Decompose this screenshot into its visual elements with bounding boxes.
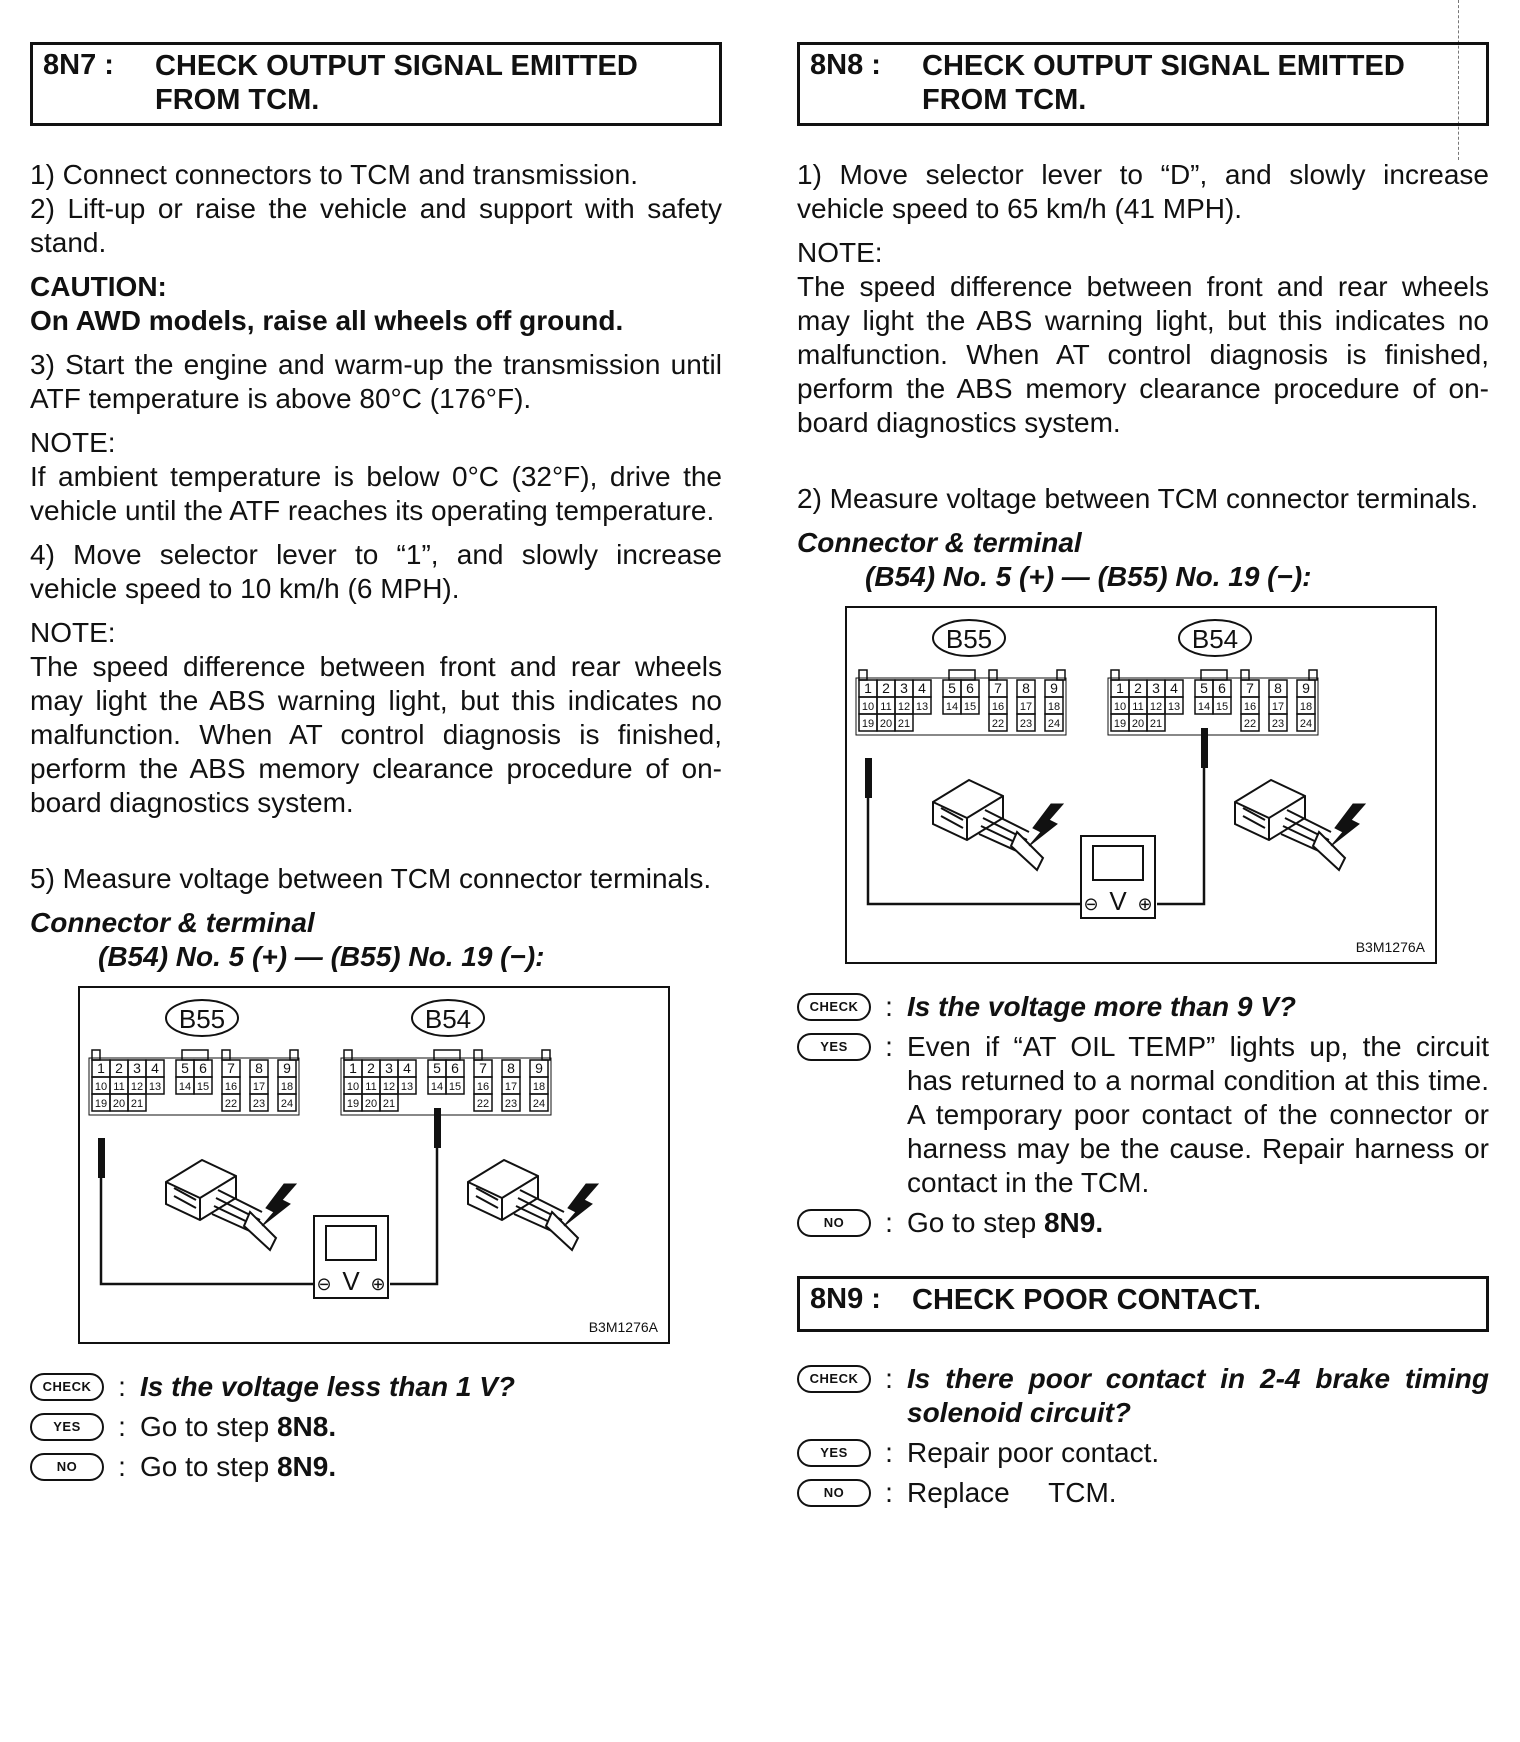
connector-terminal-heading: Connector & terminal xyxy=(797,527,1082,558)
probe-lead-negative xyxy=(865,758,872,798)
terminal-number: 21 xyxy=(130,1098,144,1110)
step-title: CHECK OUTPUT SIGNAL EMITTED FROM TCM. xyxy=(155,50,638,116)
harness-plug-icon xyxy=(468,1160,598,1250)
terminal-number: 19 xyxy=(94,1098,108,1110)
minus-terminal-icon: ⊖ xyxy=(316,1274,332,1294)
terminal-number: 14 xyxy=(430,1081,444,1093)
no-answer xyxy=(140,1450,722,1484)
connector-terminal-heading: Connector & terminal xyxy=(30,907,315,938)
label-b54: B54 xyxy=(424,1004,472,1034)
label-b54: B54 xyxy=(1191,624,1239,654)
no-row xyxy=(797,1206,1489,1240)
separator: : xyxy=(118,1451,126,1482)
terminal-number: 18 xyxy=(532,1081,546,1093)
terminal-number: 23 xyxy=(504,1098,518,1110)
answer-list xyxy=(30,1370,722,1484)
terminal-number: 3 xyxy=(1152,680,1160,696)
plus-terminal-icon: ⊕ xyxy=(1137,894,1153,914)
terminal-number: 3 xyxy=(385,1060,393,1076)
no-answer: Replace TCM. xyxy=(907,1477,1117,1508)
minus-terminal-icon: ⊖ xyxy=(1083,894,1099,914)
terminal-number: 13 xyxy=(915,701,929,713)
terminal-number: 10 xyxy=(94,1081,108,1093)
terminal-number: 17 xyxy=(252,1081,266,1093)
step-code: 8N8 : xyxy=(810,49,881,81)
terminal-number: 20 xyxy=(364,1098,378,1110)
note-heading: NOTE: xyxy=(797,237,883,268)
arrow-icon xyxy=(1331,804,1365,846)
figure-code: B3M1276A xyxy=(588,1319,658,1335)
harness-plug-icon xyxy=(1235,780,1365,870)
no-row xyxy=(797,1476,1489,1510)
terminal-number: 16 xyxy=(1243,701,1257,713)
terminal-number: 18 xyxy=(1047,701,1061,713)
left-column xyxy=(30,0,722,1484)
separator: : xyxy=(885,1437,893,1468)
terminal-number: 9 xyxy=(535,1060,543,1076)
no-badge-icon: NO xyxy=(797,1479,871,1507)
terminal-number: 3 xyxy=(133,1060,141,1076)
terminal-number: 23 xyxy=(252,1098,266,1110)
terminal-number: 21 xyxy=(382,1098,396,1110)
terminal-number: 12 xyxy=(1149,701,1163,713)
terminal-number: 9 xyxy=(1302,680,1310,696)
separator: : xyxy=(885,1031,893,1062)
wire-positive xyxy=(390,1148,437,1284)
terminal-number: 8 xyxy=(1022,680,1030,696)
yes-answer xyxy=(140,1410,722,1444)
terminal-number: 13 xyxy=(400,1081,414,1093)
terminal-number: 17 xyxy=(1271,701,1285,713)
terminal-number: 24 xyxy=(280,1098,294,1110)
terminal-number: 22 xyxy=(991,718,1005,730)
no-badge-icon: NO xyxy=(30,1453,104,1481)
check-row xyxy=(797,1362,1489,1430)
terminal-number: 11 xyxy=(365,1081,377,1093)
terminal-number: 10 xyxy=(346,1081,360,1093)
terminal-number: 18 xyxy=(1299,701,1313,713)
check-badge-icon: CHECK xyxy=(797,993,871,1021)
separator: : xyxy=(118,1371,126,1402)
terminal-number: 20 xyxy=(879,718,893,730)
check-badge-icon: CHECK xyxy=(30,1373,104,1401)
terminal-number: 7 xyxy=(479,1060,487,1076)
terminal-number: 6 xyxy=(199,1060,207,1076)
terminal-number: 16 xyxy=(224,1081,238,1093)
terminal-number: 19 xyxy=(1113,718,1127,730)
label-b55: B55 xyxy=(178,1004,226,1034)
connector-terminal-spec: (B54) No. 5 (+) — (B55) No. 19 (−): xyxy=(98,941,545,972)
terminal-number: 24 xyxy=(1047,718,1061,730)
terminal-number: 1 xyxy=(864,680,872,696)
figure-code: B3M1276A xyxy=(1355,939,1425,955)
step-code: 8N7 : xyxy=(43,49,114,81)
step-title: CHECK POOR CONTACT. xyxy=(912,1284,1262,1316)
arrow-icon xyxy=(564,1184,598,1226)
terminal-number: 24 xyxy=(532,1098,546,1110)
terminal-number: 10 xyxy=(1113,701,1127,713)
instruction-step-2: 2) Lift-up or raise the vehicle and support with safety stand. xyxy=(30,193,722,258)
separator: : xyxy=(885,1207,893,1238)
terminal-number: 11 xyxy=(113,1081,125,1093)
terminal-number: 5 xyxy=(948,680,956,696)
terminal-number: 12 xyxy=(897,701,911,713)
terminal-number: 1 xyxy=(1116,680,1124,696)
harness-plug-icon xyxy=(166,1160,296,1250)
terminal-number: 6 xyxy=(966,680,974,696)
terminal-number: 20 xyxy=(112,1098,126,1110)
terminal-number: 11 xyxy=(1132,701,1144,713)
voltmeter-symbol: V xyxy=(1109,886,1127,916)
terminal-number: 15 xyxy=(196,1081,210,1093)
terminal-number: 5 xyxy=(1200,680,1208,696)
yes-answer: Even if “AT OIL TEMP” lights up, the circuit has returned to a normal condition at this time. A temporary poor contact of the connector or harness may be the cause. Repair harness or contact in the TCM. xyxy=(907,1031,1489,1198)
check-row xyxy=(797,990,1489,1024)
step-header-8n8 xyxy=(797,42,1489,126)
yes-answer-text: Go to step xyxy=(140,1411,277,1442)
terminal-number: 5 xyxy=(181,1060,189,1076)
terminal-number: 2 xyxy=(367,1060,375,1076)
yes-row xyxy=(797,1436,1489,1470)
terminal-number: 1 xyxy=(349,1060,357,1076)
terminal-number: 16 xyxy=(991,701,1005,713)
terminal-number: 16 xyxy=(476,1081,490,1093)
connector-terminal-spec: (B54) No. 5 (+) — (B55) No. 19 (−): xyxy=(865,561,1312,592)
no-answer xyxy=(907,1206,1489,1240)
plus-terminal-icon: ⊕ xyxy=(370,1274,386,1294)
terminal-number: 22 xyxy=(224,1098,238,1110)
yes-answer-step: 8N8. xyxy=(276,1411,337,1442)
terminal-number: 9 xyxy=(1050,680,1058,696)
yes-badge-icon: YES xyxy=(797,1033,871,1061)
terminal-number: 15 xyxy=(448,1081,462,1093)
voltmeter-symbol: V xyxy=(342,1266,360,1296)
terminal-number: 4 xyxy=(1170,680,1178,696)
terminal-number: 2 xyxy=(1134,680,1142,696)
terminal-number: 10 xyxy=(861,701,875,713)
connector-diagram xyxy=(845,606,1437,964)
check-question: Is there poor contact in 2-4 brake timing solenoid circuit? xyxy=(907,1363,1489,1428)
terminal-number: 17 xyxy=(1019,701,1033,713)
terminal-number: 23 xyxy=(1019,718,1033,730)
no-badge-icon: NO xyxy=(797,1209,871,1237)
terminal-number: 1 xyxy=(97,1060,105,1076)
separator: : xyxy=(885,991,893,1022)
terminal-number: 8 xyxy=(507,1060,515,1076)
terminal-number: 17 xyxy=(504,1081,518,1093)
step-header-8n9 xyxy=(797,1276,1489,1332)
instruction-step-3: 3) Start the engine and warm-up the transmission until ATF temperature is above 80°C (176°F). xyxy=(30,349,722,414)
yes-answer: Repair poor contact. xyxy=(907,1437,1160,1468)
terminal-number: 6 xyxy=(451,1060,459,1076)
terminal-number: 22 xyxy=(476,1098,490,1110)
no-answer-text: Go to step xyxy=(140,1451,277,1482)
step-header-8n7 xyxy=(30,42,722,126)
terminal-number: 6 xyxy=(1218,680,1226,696)
terminal-number: 7 xyxy=(1246,680,1254,696)
arrow-icon xyxy=(262,1184,296,1226)
terminal-number: 12 xyxy=(130,1081,144,1093)
terminal-number: 2 xyxy=(115,1060,123,1076)
probe-lead-negative xyxy=(98,1138,105,1178)
right-column xyxy=(797,0,1489,1510)
instruction-step-5: 5) Measure voltage between TCM connector terminals. xyxy=(30,863,712,894)
yes-row xyxy=(30,1410,722,1444)
terminal-number: 14 xyxy=(1197,701,1211,713)
connector-diagram-svg xyxy=(847,608,1435,962)
connector-b54 xyxy=(341,1050,551,1115)
terminal-number: 20 xyxy=(1131,718,1145,730)
terminal-number: 14 xyxy=(945,701,959,713)
terminal-number: 15 xyxy=(963,701,977,713)
harness-plug-icon xyxy=(933,780,1063,870)
note-body: The speed difference between front and rear wheels may light the ABS warning light, but this indicates no malfunction. When AT control diagnosis is finished, perform the ABS memory clearance procedure of on-board diagnostics system. xyxy=(797,271,1489,438)
terminal-number: 3 xyxy=(900,680,908,696)
instruction-step-1: 1) Move selector lever to “D”, and slowly increase vehicle speed to 65 km/h (41 MPH). xyxy=(797,159,1489,224)
no-answer-step: 8N9. xyxy=(276,1451,337,1482)
connector-b55 xyxy=(856,670,1066,735)
check-question: Is the voltage more than 9 V? xyxy=(907,991,1296,1022)
probe-lead-positive xyxy=(434,1108,441,1148)
terminal-number: 19 xyxy=(346,1098,360,1110)
no-answer-step: 8N9. xyxy=(1043,1207,1104,1238)
separator: : xyxy=(118,1411,126,1442)
connector-b54 xyxy=(1108,670,1318,735)
terminal-number: 4 xyxy=(151,1060,159,1076)
separator: : xyxy=(885,1477,893,1508)
separator: : xyxy=(885,1363,893,1394)
terminal-number: 21 xyxy=(1149,718,1163,730)
note-heading: NOTE: xyxy=(30,427,116,458)
terminal-number: 8 xyxy=(1274,680,1282,696)
terminal-number: 7 xyxy=(227,1060,235,1076)
check-row xyxy=(30,1370,722,1404)
terminal-number: 15 xyxy=(1215,701,1229,713)
no-answer-text: Go to step xyxy=(907,1207,1044,1238)
answer-list xyxy=(797,990,1489,1240)
terminal-number: 21 xyxy=(897,718,911,730)
terminal-number: 11 xyxy=(880,701,892,713)
terminal-number: 13 xyxy=(148,1081,162,1093)
terminal-number: 8 xyxy=(255,1060,263,1076)
check-question: Is the voltage less than 1 V? xyxy=(140,1371,516,1402)
terminal-number: 9 xyxy=(283,1060,291,1076)
terminal-number: 13 xyxy=(1167,701,1181,713)
caution-body: On AWD models, raise all wheels off ground. xyxy=(30,305,624,336)
terminal-number: 14 xyxy=(178,1081,192,1093)
terminal-number: 7 xyxy=(994,680,1002,696)
note-heading: NOTE: xyxy=(30,617,116,648)
label-b55: B55 xyxy=(945,624,993,654)
instruction-step-1: 1) Connect connectors to TCM and transmission. xyxy=(30,159,638,190)
note-body: The speed difference between front and rear wheels may light the ABS warning light, but this indicates no malfunction. When AT control diagnosis is finished, perform the ABS memory clearance procedure of on-board diagnostics system. xyxy=(30,651,722,818)
connector-diagram-svg xyxy=(80,988,668,1342)
note-body: If ambient temperature is below 0°C (32°F), drive the vehicle until the ATF reaches its operating temperature. xyxy=(30,461,722,526)
step-title: CHECK OUTPUT SIGNAL EMITTED FROM TCM. xyxy=(922,50,1405,116)
yes-badge-icon: YES xyxy=(30,1413,104,1441)
no-row xyxy=(30,1450,722,1484)
terminal-number: 4 xyxy=(403,1060,411,1076)
terminal-number: 22 xyxy=(1243,718,1257,730)
check-badge-icon: CHECK xyxy=(797,1365,871,1393)
terminal-number: 2 xyxy=(882,680,890,696)
instruction-step-2: 2) Measure voltage between TCM connector terminals. xyxy=(797,483,1479,514)
caution-heading: CAUTION: xyxy=(30,271,167,302)
terminal-number: 23 xyxy=(1271,718,1285,730)
wire-positive xyxy=(1157,768,1204,904)
probe-lead-positive xyxy=(1201,728,1208,768)
yes-badge-icon: YES xyxy=(797,1439,871,1467)
terminal-number: 18 xyxy=(280,1081,294,1093)
connector-diagram xyxy=(78,986,670,1344)
terminal-number: 19 xyxy=(861,718,875,730)
arrow-icon xyxy=(1029,804,1063,846)
terminal-number: 4 xyxy=(918,680,926,696)
step-code: 8N9 : xyxy=(810,1283,881,1315)
terminal-number: 12 xyxy=(382,1081,396,1093)
answer-list-8n9 xyxy=(797,1362,1489,1510)
yes-row xyxy=(797,1030,1489,1200)
terminal-number: 24 xyxy=(1299,718,1313,730)
connector-b55 xyxy=(89,1050,299,1115)
instruction-step-4: 4) Move selector lever to “1”, and slowly increase vehicle speed to 10 km/h (6 MPH). xyxy=(30,539,722,604)
terminal-number: 5 xyxy=(433,1060,441,1076)
